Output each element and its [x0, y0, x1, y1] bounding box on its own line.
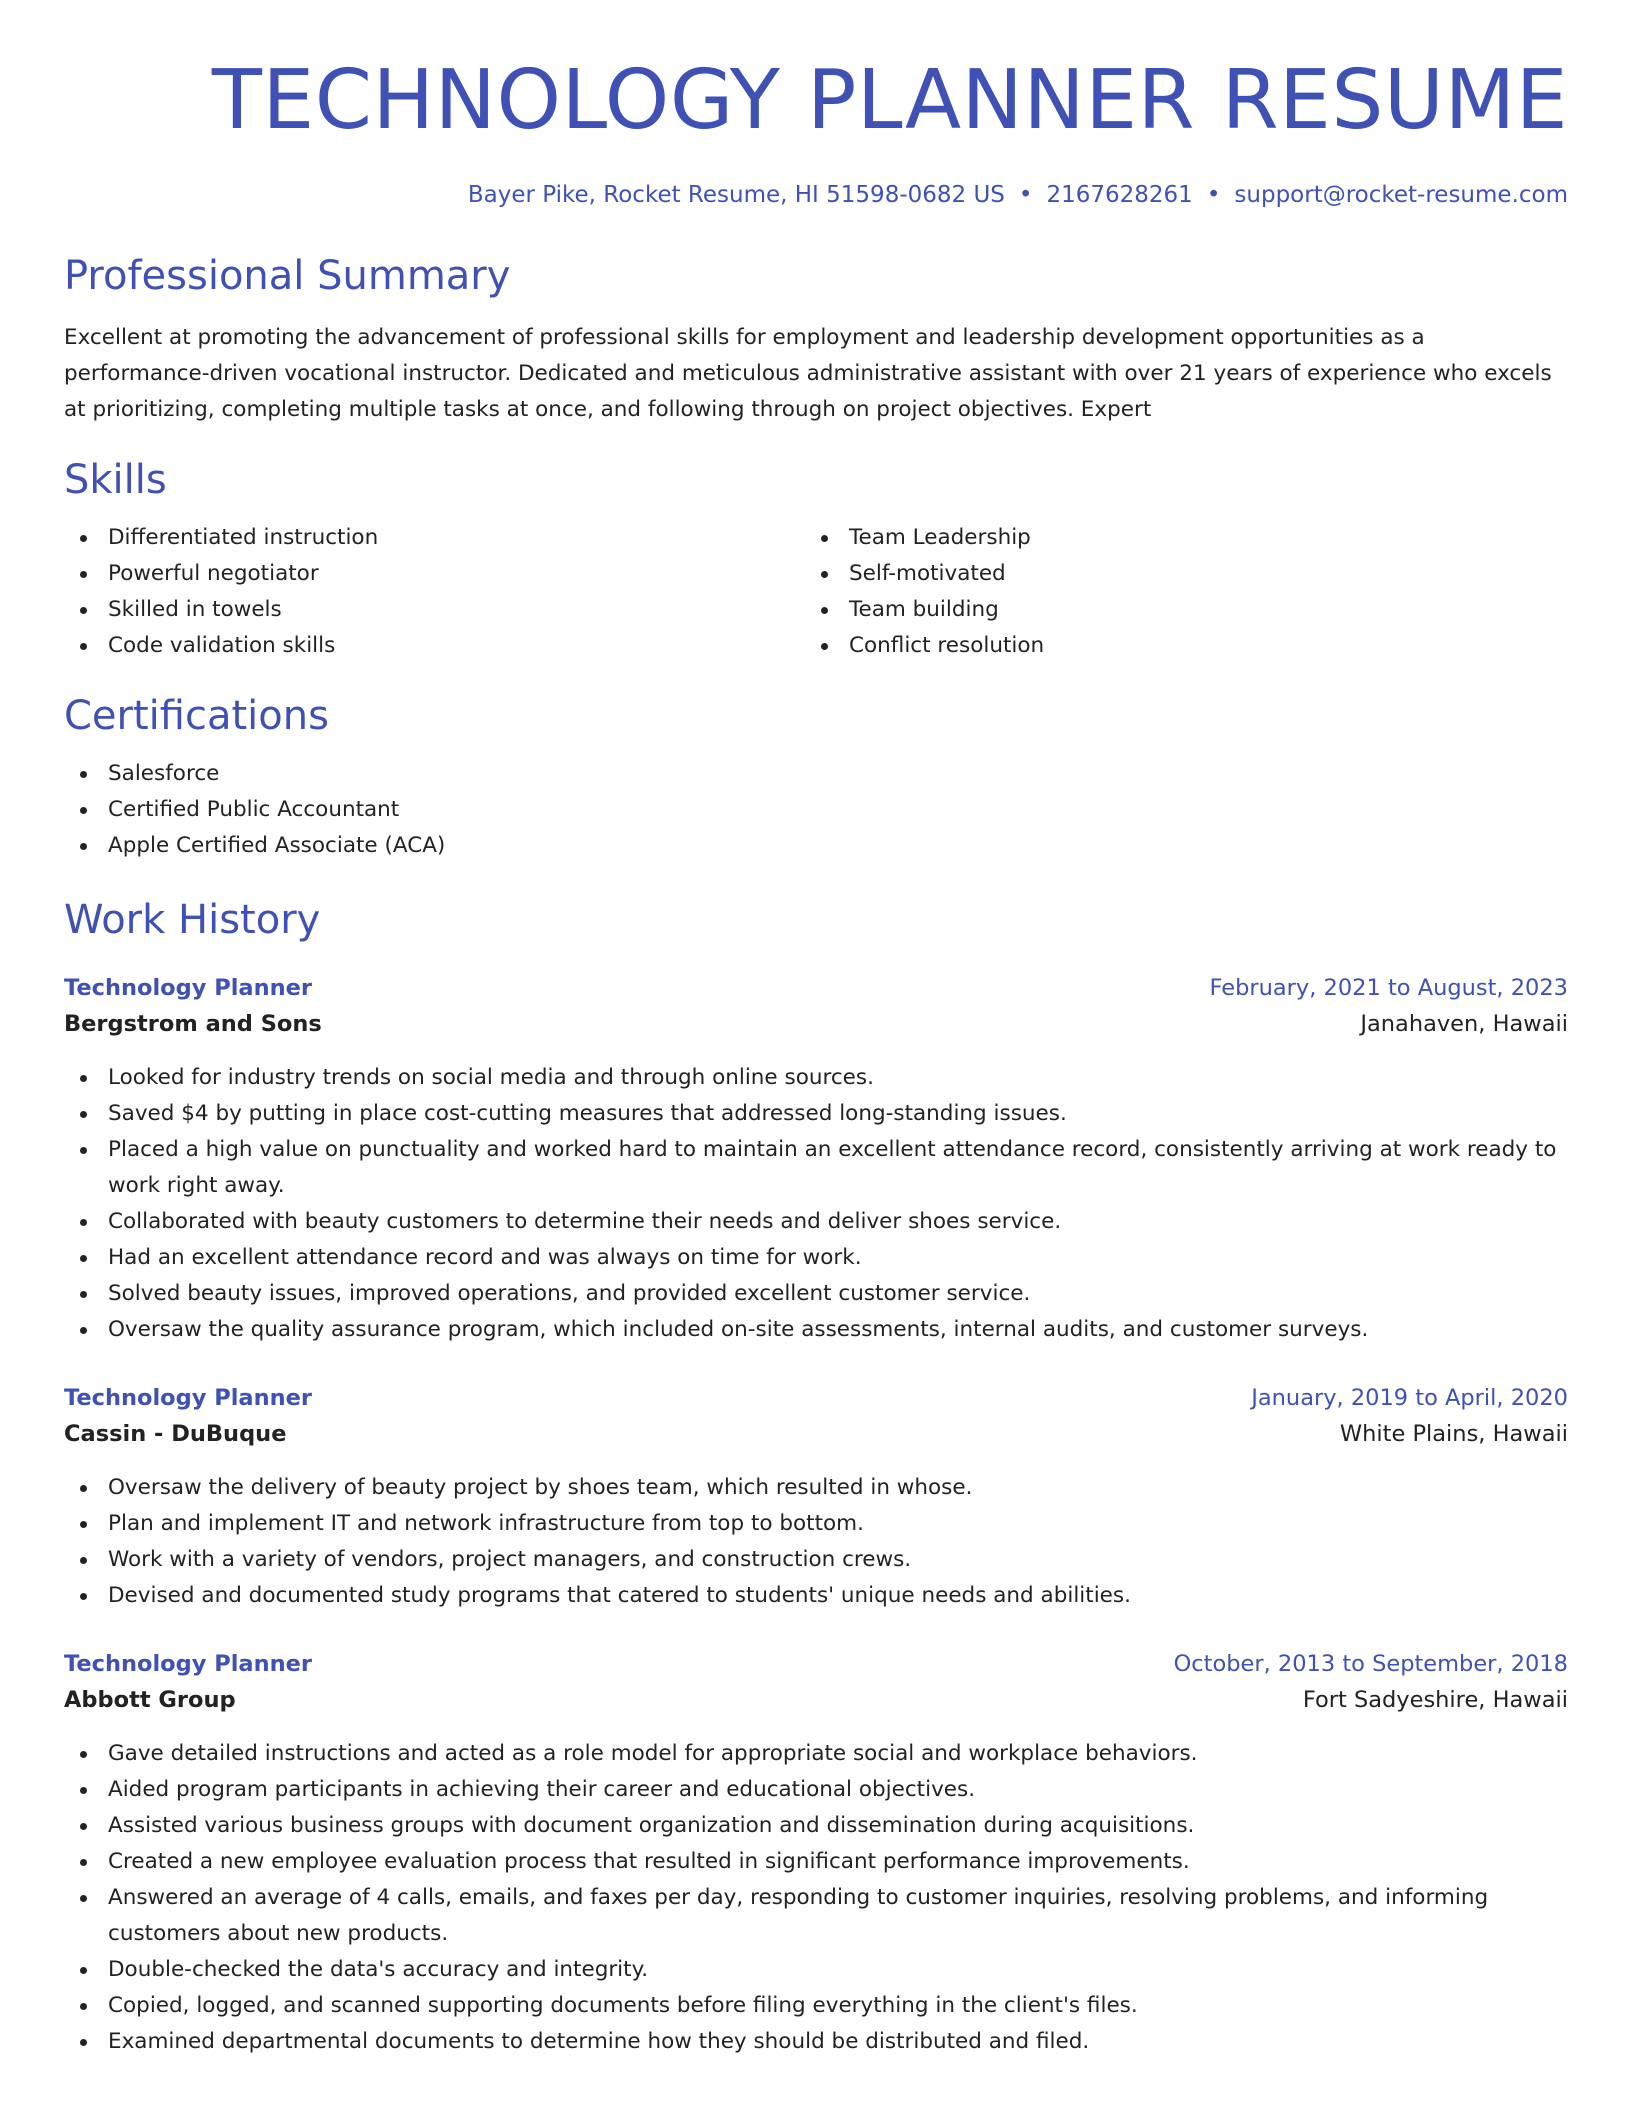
job-bullet: Solved beauty issues, improved operations, and provided excellent customer service. — [64, 1276, 1568, 1312]
job-dates: October, 2013 to September, 2018 — [1173, 1651, 1568, 1678]
summary-text: Excellent at promoting the advancement of professional skills for employment and leadership development opportunities as a performance-driven vocational instructor. Dedicated and meticulous administrative assistant with over 21 years of experience who excels at prioritizing, completing multiple tasks at once, and following through on project objectives. Expert — [64, 325, 1552, 423]
job-bullet: Double-checked the data's accuracy and integrity. — [64, 1952, 1568, 1988]
contact-separator: • — [1018, 182, 1033, 209]
certification-item: Apple Certified Associate (ACA) — [64, 828, 1568, 864]
contact-phone: 2167628261 — [1046, 182, 1193, 209]
skills-columns — [64, 520, 1568, 664]
job-bullet: Work with a variety of vendors, project managers, and construction crews. — [64, 1542, 1568, 1578]
job-bullet: Created a new employee evaluation process that resulted in significant performance improvements. — [64, 1844, 1568, 1880]
skill-item: Differentiated instruction — [64, 520, 805, 556]
job-company-row — [64, 1006, 1568, 1042]
job-entry — [64, 1380, 1568, 1614]
job-title: Technology Planner — [64, 975, 313, 1002]
job-entry — [64, 1646, 1568, 2060]
skill-item: Code validation skills — [64, 628, 805, 664]
skill-item: Conflict resolution — [805, 628, 1546, 664]
job-bullet: Looked for industry trends on social media and through online sources. — [64, 1060, 1568, 1096]
certifications-list — [64, 756, 1568, 864]
job-company: Abbott Group — [64, 1687, 236, 1714]
job-bullet: Oversaw the delivery of beauty project by shoes team, which resulted in whose. — [64, 1470, 1568, 1506]
job-location: White Plains, Hawaii — [1339, 1421, 1568, 1448]
job-bullet: Had an excellent attendance record and was always on time for work. — [64, 1240, 1568, 1276]
job-bullet: Copied, logged, and scanned supporting documents before filing everything in the client's files. — [64, 1988, 1568, 2024]
job-bullet: Plan and implement IT and network infrastructure from top to bottom. — [64, 1506, 1568, 1542]
skill-item: Team Leadership — [805, 520, 1546, 556]
skill-item: Self-motivated — [805, 556, 1546, 592]
skills-heading: Skills — [64, 457, 167, 504]
job-bullets — [64, 1736, 1568, 2060]
resume-name: TECHNOLOGY PLANNER RESUME — [211, 53, 1568, 148]
skill-item: Skilled in towels — [64, 592, 805, 628]
job-bullet: Answered an average of 4 calls, emails, and faxes per day, responding to customer inquiries, resolving problems, and informing customers about new products. — [64, 1880, 1568, 1952]
work-history-heading: Work History — [64, 897, 321, 944]
skill-item: Team building — [805, 592, 1546, 628]
job-location: Fort Sadyeshire, Hawaii — [1302, 1687, 1568, 1714]
contact-separator: • — [1206, 182, 1221, 209]
job-company-row — [64, 1682, 1568, 1718]
job-bullet: Oversaw the quality assurance program, which included on-site assessments, internal audits, and customer surveys. — [64, 1312, 1568, 1348]
job-bullet: Assisted various business groups with document organization and dissemination during acquisitions. — [64, 1808, 1568, 1844]
job-bullet: Gave detailed instructions and acted as a role model for appropriate social and workplace behaviors. — [64, 1736, 1568, 1772]
summary-heading: Professional Summary — [64, 253, 511, 300]
job-title: Technology Planner — [64, 1385, 313, 1412]
job-dates: February, 2021 to August, 2023 — [1209, 975, 1568, 1002]
job-bullets — [64, 1470, 1568, 1614]
job-dates: January, 2019 to April, 2020 — [1251, 1385, 1568, 1412]
job-header-row — [64, 1646, 1568, 1682]
certification-item: Salesforce — [64, 756, 1568, 792]
job-bullet: Saved $4 by putting in place cost-cutting measures that addressed long-standing issues. — [64, 1096, 1568, 1132]
job-entry — [64, 970, 1568, 1348]
job-bullets — [64, 1060, 1568, 1348]
job-bullet: Placed a high value on punctuality and worked hard to maintain an excellent attendance record, consistently arriving at work ready to work right away. — [64, 1132, 1568, 1204]
job-location: Janahaven, Hawaii — [1360, 1011, 1568, 1038]
certification-item: Certified Public Accountant — [64, 792, 1568, 828]
job-bullet: Collaborated with beauty customers to determine their needs and deliver shoes service. — [64, 1204, 1568, 1240]
job-header-row — [64, 970, 1568, 1006]
skills-list-right — [805, 520, 1546, 664]
job-bullet: Examined departmental documents to determine how they should be distributed and filed. — [64, 2024, 1568, 2060]
job-bullet: Aided program participants in achieving their career and educational objectives. — [64, 1772, 1568, 1808]
contact-address: Bayer Pike, Rocket Resume, HI 51598-0682 US — [467, 182, 1005, 209]
job-company: Bergstrom and Sons — [64, 1011, 322, 1038]
job-bullet: Devised and documented study programs that catered to students' unique needs and abilities. — [64, 1578, 1568, 1614]
contact-line — [64, 182, 1568, 208]
job-title: Technology Planner — [64, 1651, 313, 1678]
job-header-row — [64, 1380, 1568, 1416]
skills-list-left — [64, 520, 805, 664]
skill-item: Powerful negotiator — [64, 556, 805, 592]
job-company: Cassin - DuBuque — [64, 1421, 287, 1448]
certifications-heading: Certifications — [64, 693, 329, 740]
job-company-row — [64, 1416, 1568, 1452]
contact-email: support@rocket-resume.com — [1234, 182, 1568, 209]
